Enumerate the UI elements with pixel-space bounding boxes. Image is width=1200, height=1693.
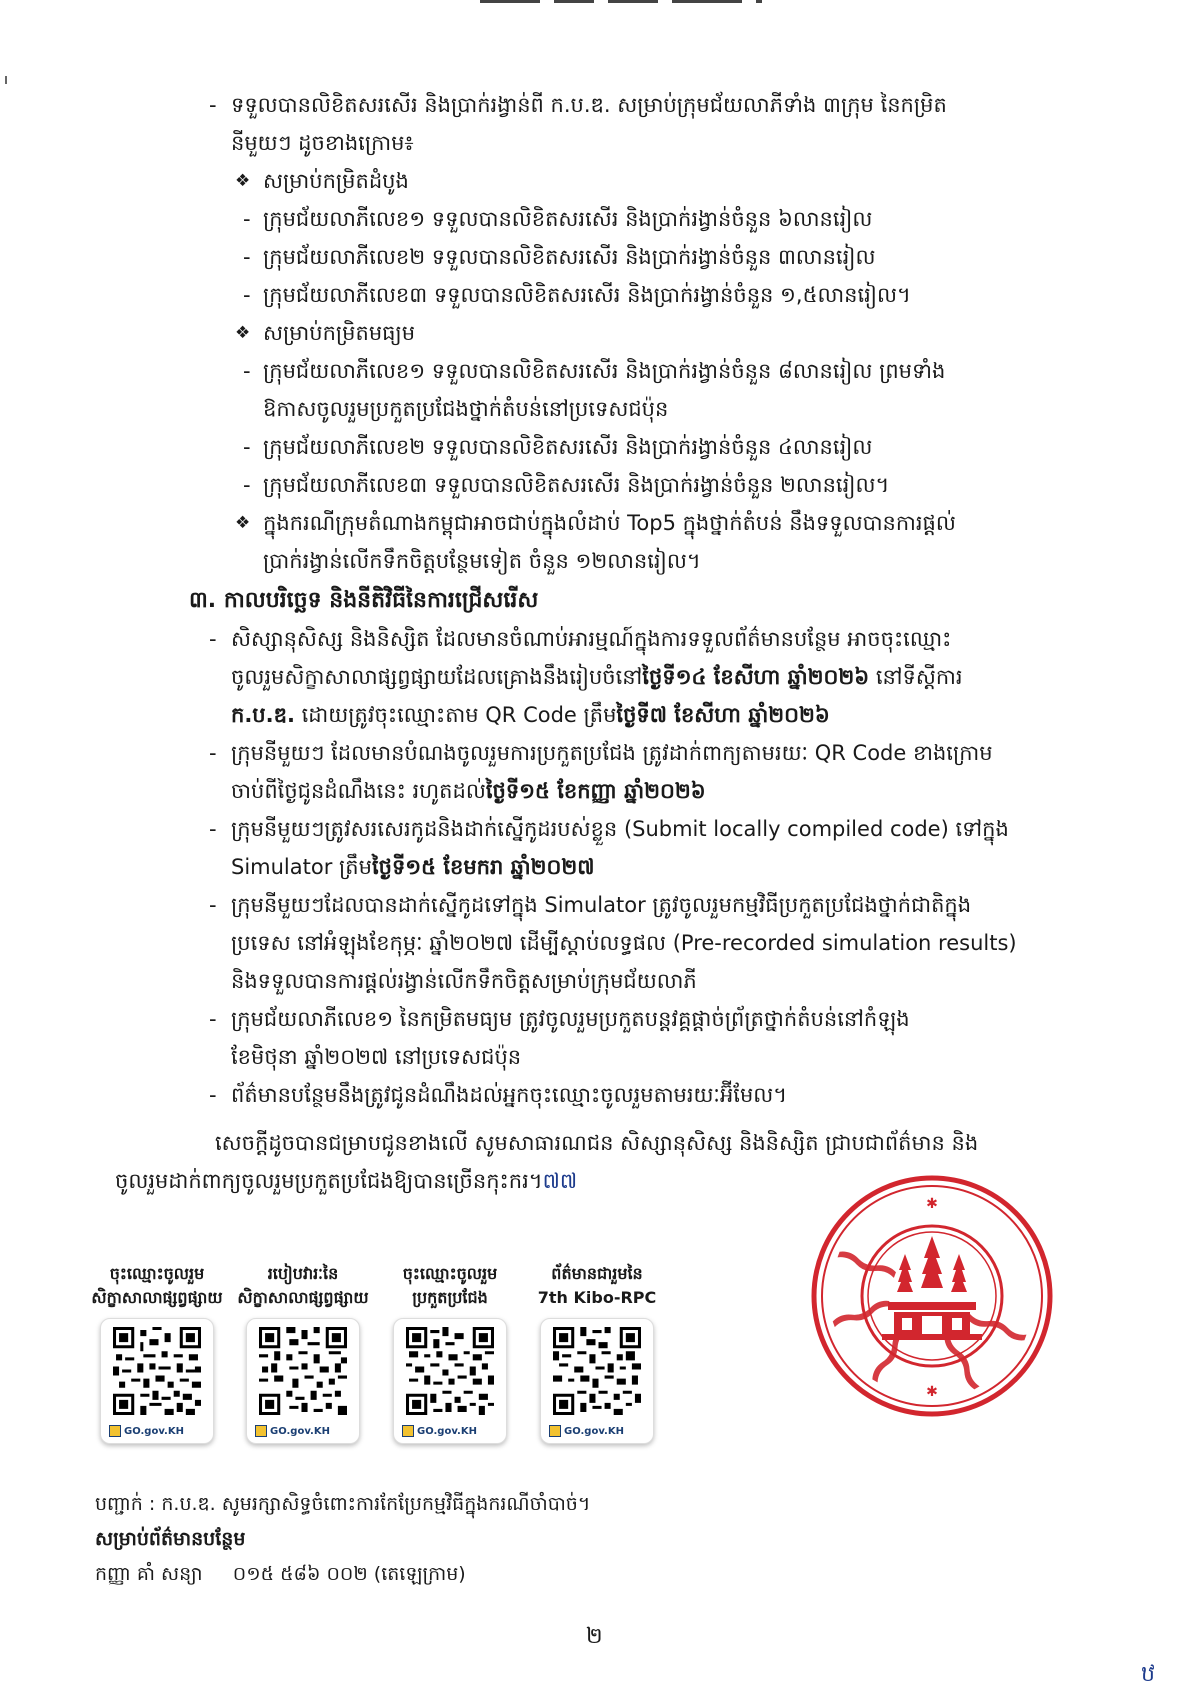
level2-item: - ក្រុមជ័យលាភីលេខ១ ទទួលបានលិខិតសរសើរ និងប្រាក់រង្វាន់ចំនួន ៨លានរៀល ព្រមទាំង ឱកាសចូលរួមប្រកួតប្រជែងថ្នាក់តំបន់នៅប្រទេសជប៉ុន	[205, 352, 1100, 428]
qr-code-icon	[259, 1327, 347, 1415]
org-abbrev: ក.ប.ឌ.	[231, 703, 295, 727]
handwritten-initial: ៧៧	[542, 1169, 578, 1193]
go-gov-kh-logo: GO.gov.KH	[549, 1425, 624, 1437]
top-cropped-rule	[480, 0, 810, 4]
qr-code[interactable]	[540, 1318, 654, 1444]
level1-heading: ❖ សម្រាប់កម្រិតដំបូង	[205, 162, 1100, 200]
registration-deadline: ថ្ងៃទី៧ ខែសីហា ឆ្នាំ២០២៦	[616, 703, 830, 727]
more-info-heading: សម្រាប់ព័ត៌មានបន្ថែម	[95, 1528, 246, 1550]
svg-text:✱: ✱	[926, 1384, 938, 1400]
level2-item: - ក្រុមជ័យលាភីលេខ២ ទទួលបានលិខិតសរសើរ និងប្រាក់រង្វាន់ចំនួន ៤លានរៀល	[205, 428, 1100, 466]
top5-note: ❖ ក្នុងករណីក្រុមតំណាងកម្ពុជាអាចជាប់ក្នុងលំដាប់ Top5 ក្នុងថ្នាក់តំបន់ នឹងទទួលបានការផ្ដល់ ប្រាក់រង្វាន់លើកទឹកចិត្តបន្ថែមទៀត ចំនួន ១២លានរៀល។	[205, 504, 1100, 580]
level1-item: - ក្រុមជ័យលាភីលេខ១ ទទួលបានលិខិតសរសើរ និងប្រាក់រង្វាន់ចំនួន ៦លានរៀល	[205, 200, 1100, 238]
section3-paragraph-6: - ព័ត៌មានបន្ថែមនឹងត្រូវជូនដំណឹងដល់អ្នកចុះឈ្មោះចូលរួមតាមរយៈអ៊ីមែល។	[205, 1076, 1100, 1114]
section-3-heading: ៣. កាលបរិច្ឆេទ និងនីតិវិធីនៃការជ្រើសរើស	[189, 588, 539, 613]
workshop-date: ថ្ងៃទី១៤ ខែសីហា ឆ្នាំ២០២៦	[642, 665, 870, 689]
go-gov-kh-logo: GO.gov.KH	[255, 1425, 330, 1437]
level2-heading: ❖ សម្រាប់កម្រិតមធ្យម	[205, 314, 1100, 352]
level1-item: - ក្រុមជ័យលាភីលេខ៣ ទទួលបានលិខិតសរសើរ និងប្រាក់រង្វាន់ចំនួន ១,៥លានរៀល។	[205, 276, 1100, 314]
go-gov-kh-logo: GO.gov.KH	[402, 1425, 477, 1437]
go-gov-kh-logo: GO.gov.KH	[109, 1425, 184, 1437]
intro-line-2: នីមួយៗ ដូចខាងក្រោម៖	[231, 131, 414, 155]
section3-paragraph-3: - ក្រុមនីមួយៗត្រូវសរសេរកូដនិងដាក់ស្នើកូដរបស់ខ្លួន (Submit locally compiled code) ទៅក្នុង Simulator ត្រឹមថ្ងៃទី១៥ ខែមករា ឆ្នាំ២០២៧	[205, 810, 1100, 886]
closing-paragraph: សេចក្ដីដូចបានជម្រាបជូនខាងលើ សូមសាធារណជន សិស្សានុសិស្ស និងនិស្សិត ជ្រាបជាព័ត៌មាន និង ចូលរួមដាក់ពាក្យចូលរួមប្រកួតប្រជែងឱ្យបានច្រើនកុះករ។៧៧	[115, 1131, 979, 1193]
svg-text:✱: ✱	[926, 1196, 938, 1212]
code-submission-deadline: ថ្ងៃទី១៥ ខែមករា ឆ្នាំ២០២៧	[371, 855, 595, 879]
section3-paragraph-1: - សិស្សានុសិស្ស និងនិស្សិត ដែលមានចំណាប់អារម្មណ៍ក្នុងការទទួលព័ត៌មានបន្ថែម អាចចុះឈ្មោះ ចូលរួមសិក្ខាសាលាផ្សព្វផ្សាយដែលគ្រោងនឹងរៀបចំនៅថ្ងៃទី១៤ ខែសីហា ឆ្នាំ២០២៦ នៅទីស្ដីការ ក.ប.ឌ. ដោយត្រូវចុះឈ្មោះតាម QR Code ត្រឹមថ្ងៃទី៧ ខែសីហា ឆ្នាំ២០២៦	[205, 620, 1100, 734]
intro-line-1: ទទួលបានលិខិតសរសើរ និងប្រាក់រង្វាន់ពី ក.ប.ឌ. សម្រាប់ក្រុមជ័យលាភីទាំង ៣ក្រុម នៃកម្រិត	[231, 93, 947, 117]
intro-paragraph	[205, 86, 1100, 162]
diamond-bullet-icon: ❖	[235, 171, 251, 191]
corner-handwritten-mark: ឋ	[1141, 1662, 1155, 1687]
qr-competition-registration: ចុះឈ្មោះចូលរួម ប្រកួតប្រជែង GO.gov.KH	[380, 1262, 520, 1444]
qr-code-icon	[113, 1327, 201, 1415]
application-deadline: ថ្ងៃទី១៥ ខែកញ្ញា ឆ្នាំ២០២៦	[485, 779, 706, 803]
qr-code-icon	[553, 1327, 641, 1415]
qr-code[interactable]	[246, 1318, 360, 1444]
contact-line: កញ្ញា គាំ សន្យា ០១៥ ៥៨៦ ០០២ (តេឡេក្រាម)	[95, 1563, 466, 1585]
level2-item: - ក្រុមជ័យលាភីលេខ៣ ទទួលបានលិខិតសរសើរ និងប្រាក់រង្វាន់ចំនួន ២លានរៀល។	[205, 466, 1100, 504]
left-margin-mark	[5, 76, 7, 84]
qr-code[interactable]	[393, 1318, 507, 1444]
section3-paragraph-2: - ក្រុមនីមួយៗ ដែលមានបំណងចូលរួមការប្រកួតប្រជែង ត្រូវដាក់ពាក្យតាមរយៈ QR Code ខាងក្រោម ចាប់ពីថ្ងៃជូនដំណឹងនេះ រហូតដល់ថ្ងៃទី១៥ ខែកញ្ញា ឆ្នាំ២០២៦	[205, 734, 1100, 810]
qr-kibo-rpc-info: ព័ត៌មានជារួមនៃ 7th Kibo-RPC GO.gov.KH	[527, 1262, 667, 1444]
footer-note: បញ្ជាក់ : ក.ប.ឌ. សូមរក្សាសិទ្ធចំពោះការកែប្រែកម្មវិធីក្នុងករណីចាំបាច់។	[95, 1493, 591, 1515]
level1-item: - ក្រុមជ័យលាភីលេខ២ ទទួលបានលិខិតសរសើរ និងប្រាក់រង្វាន់ចំនួន ៣លានរៀល	[205, 238, 1100, 276]
section3-paragraph-5: - ក្រុមជ័យលាភីលេខ១ នៃកម្រិតមធ្យម ត្រូវចូលរួមប្រកួតបន្តវគ្គផ្ដាច់ព្រ័ត្រថ្នាក់តំបន់នៅកំឡុង ខែមិថុនា ឆ្នាំ២០២៧ នៅប្រទេសជប៉ុន	[205, 1000, 1100, 1076]
official-seal	[810, 1174, 1054, 1418]
diamond-bullet-icon: ❖	[235, 323, 251, 343]
document-body	[115, 86, 1100, 1200]
qr-code[interactable]	[100, 1318, 214, 1444]
qr-code-icon	[406, 1327, 494, 1415]
qr-workshop-agenda: របៀបវារៈនៃ សិក្ខាសាលាផ្សព្វផ្សាយ GO.gov.KH	[233, 1262, 373, 1444]
footer	[95, 1487, 590, 1592]
qr-workshop-registration: ចុះឈ្មោះចូលរួម សិក្ខាសាលាផ្សព្វផ្សាយ GO.gov.KH	[87, 1262, 227, 1444]
page-number: ២	[586, 1624, 603, 1649]
diamond-bullet-icon: ❖	[235, 513, 251, 533]
section3-paragraph-4: - ក្រុមនីមួយៗដែលបានដាក់ស្នើកូដទៅក្នុង Simulator ត្រូវចូលរួមកម្មវិធីប្រកួតប្រជែងថ្នាក់ជាតិក្នុង ប្រទេស នៅអំឡុងខែកុម្ភៈ ឆ្នាំ២០២៧ ដើម្បីស្ដាប់លទ្ធផល (Pre-recorded simulation results) និងទទួលបានការផ្ដល់រង្វាន់លើកទឹកចិត្តសម្រាប់ក្រុមជ័យលាភី	[205, 886, 1100, 1000]
